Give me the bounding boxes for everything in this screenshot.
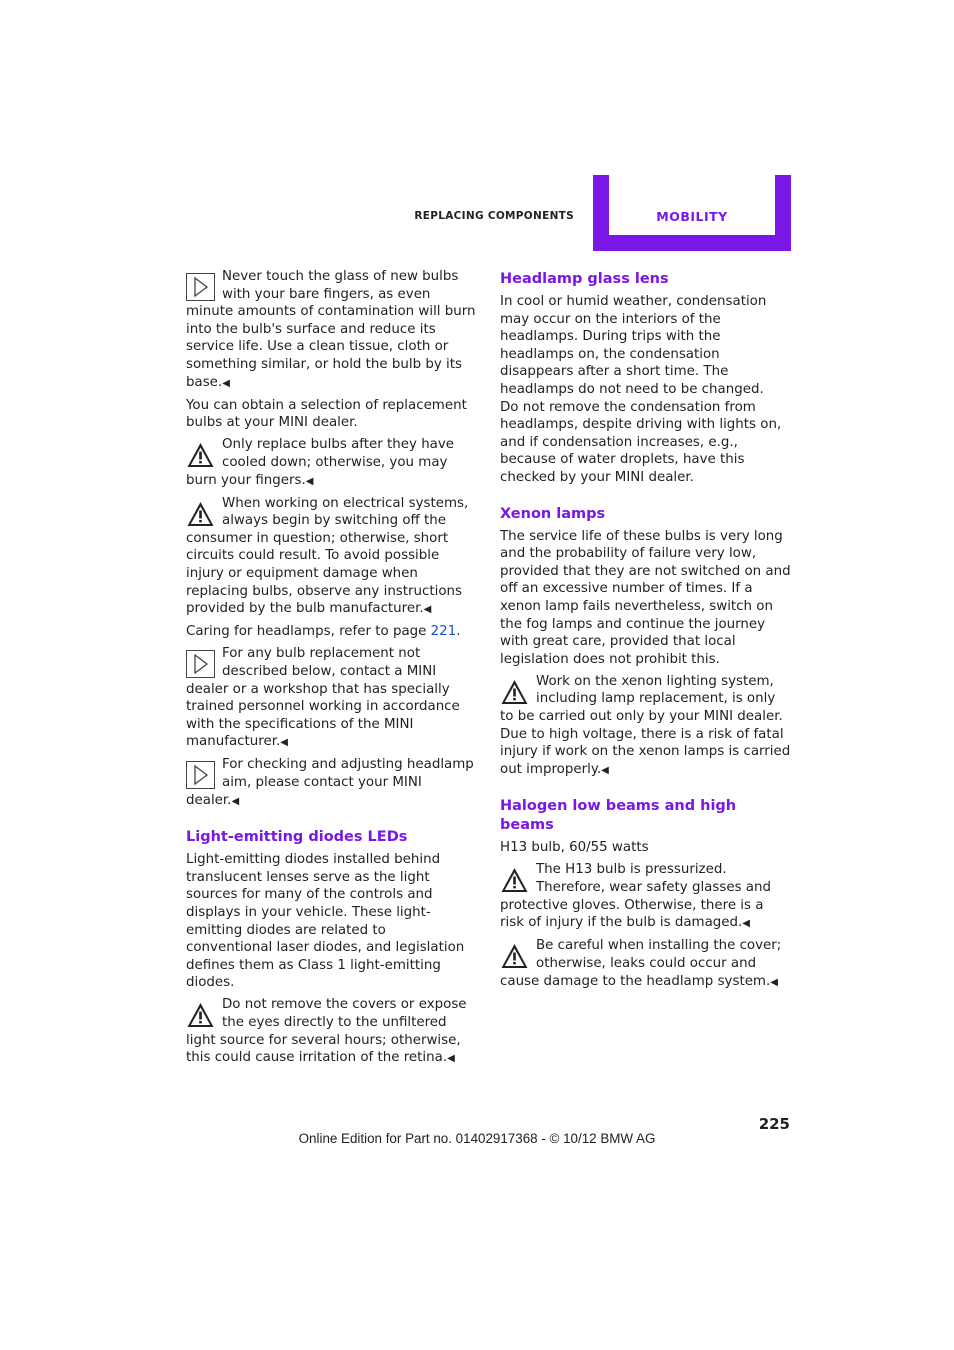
note-block bbox=[186, 268, 476, 392]
warning-icon bbox=[186, 500, 215, 528]
warning-block bbox=[186, 436, 476, 490]
note-icon bbox=[186, 650, 215, 678]
section-heading: Xenon lamps bbox=[500, 505, 606, 522]
section-heading: Halogen low beams and high beams bbox=[500, 798, 737, 834]
warning-icon bbox=[500, 942, 529, 970]
note-block bbox=[186, 756, 476, 810]
end-mark-icon: ◀ bbox=[601, 764, 609, 776]
paragraph: H13 bulb, 60/55 watts bbox=[500, 840, 649, 856]
paragraph: The service life of these bulbs is very long and the probability of failure very low, provided that they are not switched on and off an excessive number of times. If a xenon lamp fails nevertheless, switch on the fog lamps and continue the journey with great care, provided that local legislation does not prohibit this. bbox=[500, 528, 791, 667]
mobility-tab-label: MOBILITY bbox=[656, 209, 728, 224]
page-link[interactable]: 221 bbox=[430, 624, 457, 640]
note-text: For any bulb replacement not described below, contact a MINI dealer or a workshop that has specially trained personnel working in accordance with the specifications of the MINI manufacturer. bbox=[186, 646, 460, 750]
warning-text: Be careful when installing the cover; otherwise, leaks could occur and cause damage to the headlamp system. bbox=[500, 938, 782, 989]
warning-text: The H13 bulb is pressurized. Therefore, wear safety glasses and protective gloves. Otherwise, there is a risk of injury if the bulb is damaged. bbox=[500, 862, 771, 931]
note-icon bbox=[186, 761, 215, 789]
page-number: 225 bbox=[758, 1115, 790, 1133]
paragraph: Light-emitting diodes installed behind translucent lenses serve as the light sources for many of the controls and displays in your vehicle. These light-emitting diodes are related to conventional laser diodes, and legislation defines them as Class 1 light-emitting diodes. bbox=[186, 852, 465, 991]
warning-text: Work on the xenon lighting system, including lamp replacement, is only to be carried out only by your MINI dealer. Due to high voltage, there is a risk of fatal injury if work on the xenon lamps is carried out improperly. bbox=[500, 673, 791, 777]
note-icon bbox=[186, 273, 215, 301]
end-mark-icon: ◀ bbox=[222, 377, 230, 389]
end-mark-icon: ◀ bbox=[742, 918, 750, 930]
warning-block bbox=[186, 495, 476, 619]
paragraph bbox=[186, 623, 476, 641]
section-heading: Light-emitting diodes LEDs bbox=[186, 829, 408, 846]
paragraph: In cool or humid weather, condensation may occur on the interiors of the headlamps. During trips with the headlamps on, the condensation disappears after a short time. The headlamps do not need to be changed. bbox=[500, 294, 767, 397]
warning-block bbox=[500, 673, 791, 780]
right-column bbox=[500, 268, 791, 996]
warning-text: Do not remove the covers or expose the eyes directly to the unfiltered light source for several hours; otherwise, this could cause irritation of the retina. bbox=[186, 997, 467, 1066]
end-mark-icon: ◀ bbox=[305, 475, 314, 487]
warning-icon bbox=[500, 678, 529, 706]
left-column bbox=[186, 268, 476, 1072]
end-mark-icon: ◀ bbox=[423, 604, 432, 616]
warning-icon bbox=[500, 866, 529, 894]
warning-block bbox=[186, 996, 476, 1067]
end-mark-icon: ◀ bbox=[447, 1053, 455, 1065]
note-text: Never touch the glass of new bulbs with your bare fingers, as even minute amounts of contamination will burn into the bulb's surface and reduce its service life. Use a clean tissue, cloth or something similar, or hold the bulb by its base. bbox=[186, 269, 476, 390]
warning-text: When working on electrical systems, always begin by switching off the consumer in question; otherwise, short circuits could result. To avoid possible injury or equipment damage when replacing bulbs, observe any instructions provided by the bulb manufacturer. bbox=[186, 495, 469, 617]
warning-block bbox=[500, 861, 791, 932]
paragraph-end: . bbox=[456, 624, 461, 640]
warning-block bbox=[500, 937, 791, 991]
end-mark-icon: ◀ bbox=[280, 737, 288, 749]
note-block bbox=[186, 645, 476, 752]
paragraph: Do not remove the condensation from headlamps, despite driving with lights on, and if condensation increases, e.g., because of water droplets, have this checked by your MINI dealer. bbox=[500, 399, 782, 485]
warning-icon bbox=[186, 441, 215, 469]
mobility-tab bbox=[593, 175, 791, 251]
section-heading: Headlamp glass lens bbox=[500, 271, 669, 287]
footer-edition: Online Edition for Part no. 01402917368 - © 10/12 BMW AG bbox=[298, 1131, 656, 1146]
section-header: REPLACING COMPONENTS bbox=[414, 210, 574, 222]
note-text: For checking and adjusting headlamp aim, please contact your MINI dealer. bbox=[186, 757, 474, 808]
paragraph: You can obtain a selection of replacement bulbs at your MINI dealer. bbox=[186, 397, 467, 431]
end-mark-icon: ◀ bbox=[770, 976, 778, 988]
end-mark-icon: ◀ bbox=[231, 795, 240, 807]
warning-icon bbox=[186, 1001, 215, 1029]
warning-text: Only replace bulbs after they have cooled down; otherwise, you may burn your fingers. bbox=[186, 437, 455, 488]
paragraph-text: Caring for headlamps, refer to page bbox=[186, 624, 431, 640]
